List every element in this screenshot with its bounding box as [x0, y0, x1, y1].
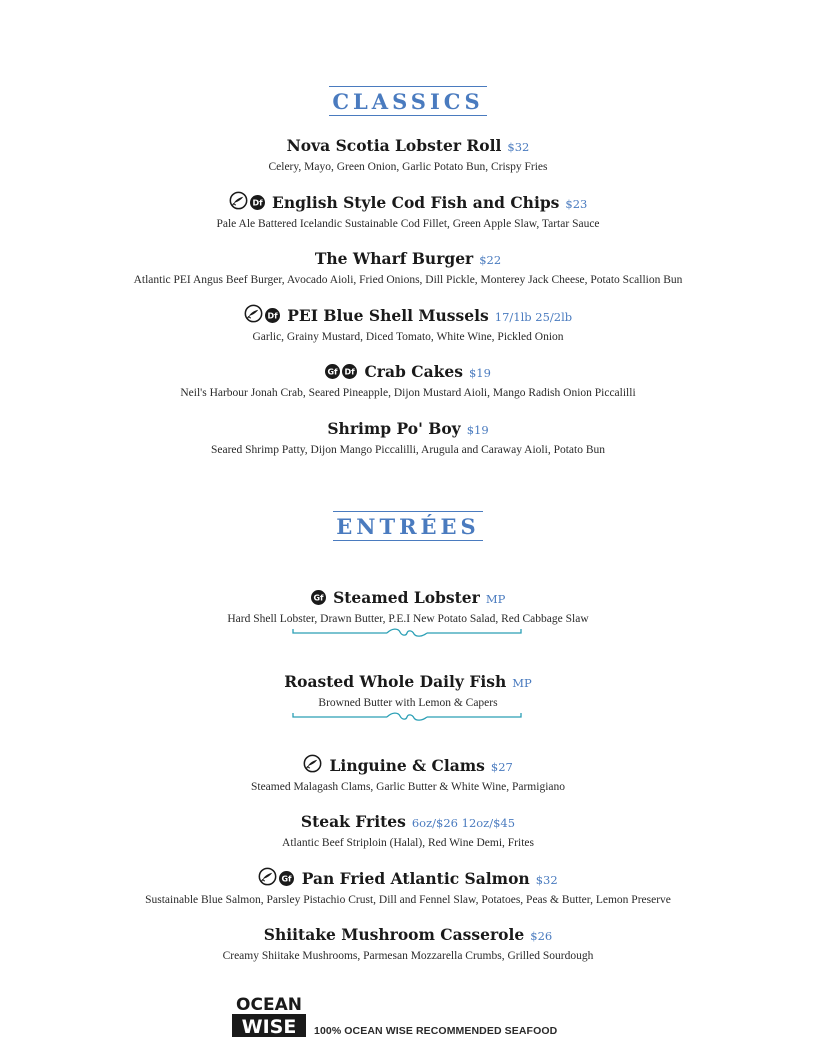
ocean-wise-icon [244, 304, 263, 323]
item-price: $19 [468, 366, 491, 380]
ocean-wise-logo [232, 994, 306, 1038]
dairy-free-icon [250, 195, 265, 210]
item-price: $22 [479, 253, 502, 267]
item-description: Steamed Malagash Clams, Garlic Butter & White Wine, Parmigiano [250, 781, 565, 793]
item-price: MP [512, 676, 532, 690]
flourish-divider [292, 627, 522, 639]
svg-text:Gf: Gf [281, 874, 292, 884]
item-name: Crab Cakes [364, 362, 463, 381]
item-description: Celery, Mayo, Green Onion, Garlic Potato Bun, Crispy Fries [268, 161, 548, 173]
section-title-text: ENTRÉES [336, 514, 480, 539]
item-price: $23 [565, 197, 588, 211]
item-description: Creamy Shiitake Mushrooms, Parmesan Mozzarella Crumbs, Grilled Sourdough [222, 950, 594, 962]
item-description: Pale Ale Battered Icelandic Sustainable Cod Fillet, Green Apple Slaw, Tartar Sauce [216, 218, 600, 230]
item-description: Neil's Harbour Jonah Crab, Seared Pineapple, Dijon Mustard Aioli, Mango Radish Onion Piccalilli [180, 387, 636, 399]
menu-item [0, 754, 816, 794]
menu-item [0, 924, 816, 963]
item-name: Shiitake Mushroom Casserole [263, 925, 525, 944]
item-price: 17/1lb 25/2lb [494, 310, 573, 324]
menu-item [0, 248, 816, 287]
svg-text:Df: Df [344, 367, 355, 377]
section-title-text: CLASSICS [332, 89, 484, 114]
ocean-wise-tagline: 100% OCEAN WISE RECOMMENDED SEAFOOD [314, 1025, 558, 1037]
gluten-free-icon [279, 871, 294, 886]
item-description: Sustainable Blue Salmon, Parsley Pistachio Crust, Dill and Fennel Slaw, Potatoes, Peas & Butter, Lemon Preserve [145, 894, 671, 906]
item-price: $32 [535, 873, 558, 887]
ocean-wise-icon [303, 754, 322, 773]
dairy-free-icon [265, 308, 280, 323]
menu-item [0, 191, 816, 231]
dairy-free-icon [342, 364, 357, 379]
item-name: English Style Cod Fish and Chips [272, 193, 560, 212]
menu-item [0, 811, 816, 850]
menu-item [0, 361, 816, 400]
item-description: Atlantic PEI Angus Beef Burger, Avocado Aioli, Fried Onions, Dill Pickle, Monterey Jack Cheese, Potato Scallion Bun [133, 274, 683, 286]
svg-text:WISE: WISE [241, 1016, 297, 1038]
menu-item [0, 304, 816, 344]
item-name: Linguine & Clams [329, 756, 485, 775]
item-price: $19 [466, 423, 489, 437]
flourish-divider [292, 711, 522, 723]
section-title-classics [0, 86, 816, 116]
svg-text:Df: Df [252, 198, 263, 208]
item-description: Hard Shell Lobster, Drawn Butter, P.E.I New Potato Salad, Red Cabbage Slaw [227, 613, 589, 625]
item-name: PEI Blue Shell Mussels [287, 306, 489, 325]
item-price: $27 [490, 760, 513, 774]
menu-item [0, 418, 816, 457]
svg-text:Df: Df [267, 311, 278, 321]
item-price: $26 [530, 929, 553, 943]
menu-item [0, 671, 816, 710]
svg-text:Gf: Gf [313, 593, 324, 603]
item-name: Steamed Lobster [333, 588, 480, 607]
item-name: Roasted Whole Daily Fish [284, 672, 507, 691]
svg-text:OCEAN: OCEAN [236, 995, 302, 1015]
item-price: 6oz/$26 12oz/$45 [411, 816, 516, 830]
menu-item [0, 587, 816, 626]
item-description: Browned Butter with Lemon & Capers [318, 697, 498, 709]
item-price: MP [485, 592, 506, 606]
item-price: $32 [507, 140, 530, 154]
ocean-wise-icon [229, 191, 248, 210]
item-name: Pan Fried Atlantic Salmon [301, 869, 530, 888]
menu-item [0, 867, 816, 907]
section-title-entrees [0, 511, 816, 541]
item-name: Steak Frites [300, 812, 406, 831]
gluten-free-icon [325, 364, 340, 379]
item-description: Atlantic Beef Striploin (Halal), Red Wine Demi, Frites [282, 837, 534, 849]
item-name: Shrimp Po' Boy [327, 419, 461, 438]
item-name: The Wharf Burger [314, 249, 474, 268]
item-description: Seared Shrimp Patty, Dijon Mango Piccalilli, Arugula and Caraway Aioli, Potato Bun [210, 444, 606, 456]
svg-text:Gf: Gf [327, 367, 338, 377]
item-description: Garlic, Grainy Mustard, Diced Tomato, White Wine, Pickled Onion [252, 331, 564, 343]
ocean-wise-icon [258, 867, 277, 886]
gluten-free-icon [311, 590, 326, 605]
menu-item [0, 135, 816, 174]
item-name: Nova Scotia Lobster Roll [286, 136, 502, 155]
